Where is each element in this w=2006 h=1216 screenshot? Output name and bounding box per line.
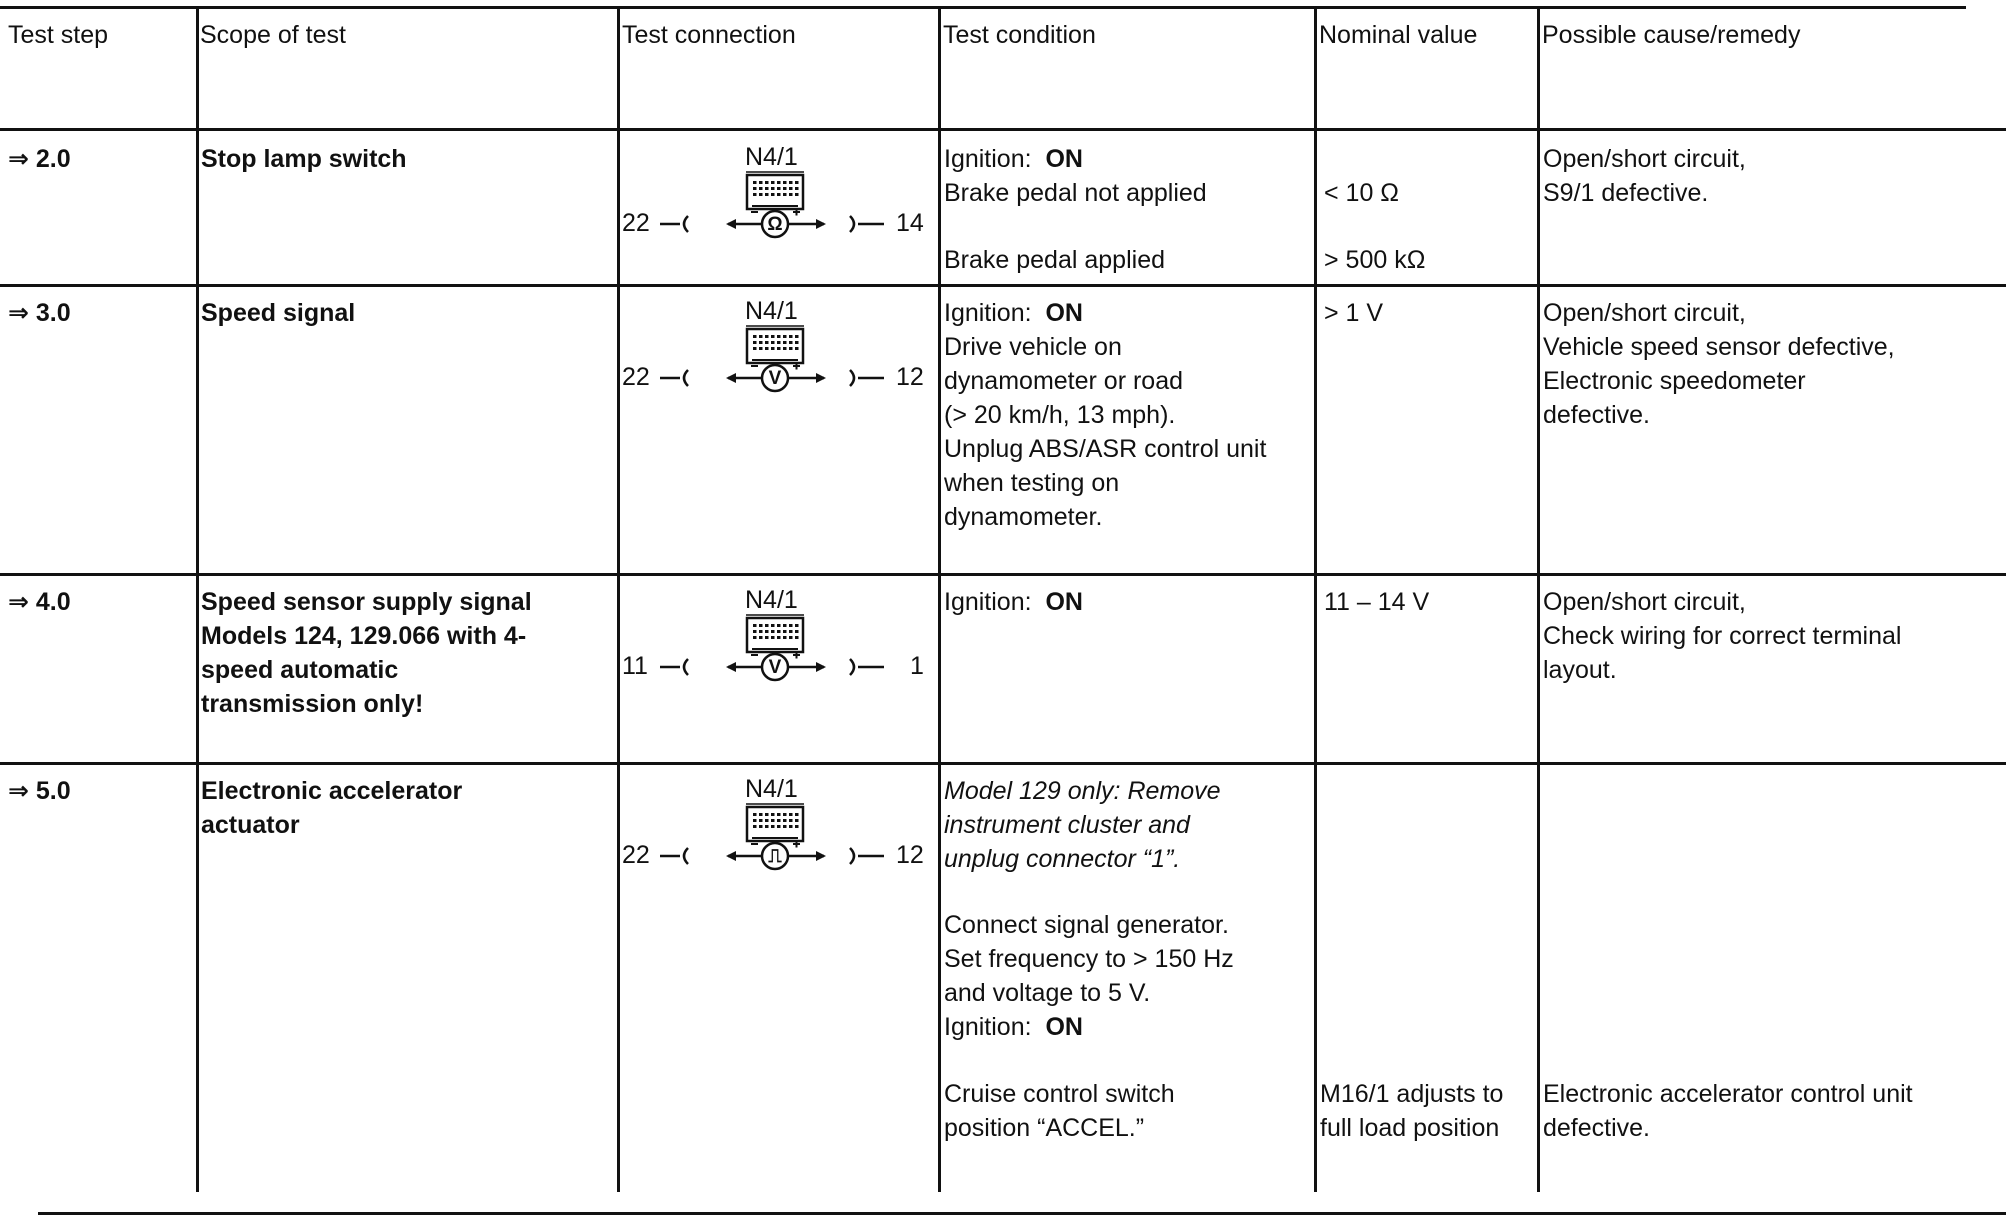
- row-3-connection-diagram: [620, 296, 936, 426]
- row-5-unit-label: N4/1: [745, 775, 798, 803]
- row-5-ignition-value: ON: [1045, 1013, 1083, 1041]
- row-4-step: ⇒ 4.0: [8, 588, 71, 616]
- row-5-condition-cruise: Cruise control switch position “ACCEL.”: [944, 1080, 1175, 1142]
- row-2-nominal-high: > 500 kΩ: [1324, 246, 1426, 274]
- row-5-condition-generator: Connect signal generator. Set frequency to > 150 Hz and voltage to 5 V.: [944, 911, 1234, 1007]
- header-test-step: Test step: [8, 21, 109, 49]
- row-2-condition-not-applied: Brake pedal not applied: [944, 179, 1207, 207]
- row-2-cause: Open/short circuit, S9/1 defective.: [1543, 145, 1746, 207]
- row-4-ignition-prefix: Ignition:: [944, 588, 1032, 616]
- row-2-meter-symbol: [620, 142, 936, 272]
- row-3-ignition-value: ON: [1045, 299, 1083, 327]
- row-2-condition-ignition: [944, 142, 1083, 176]
- row-5-cause: Electronic accelerator control unit defective.: [1543, 1080, 1913, 1142]
- row-2-ignition-prefix: Ignition:: [944, 145, 1032, 173]
- row-5-connection-diagram: [620, 774, 936, 904]
- row-3-left-pin: 22: [622, 363, 650, 391]
- col-rule-cause: [1537, 6, 1540, 1192]
- table-top-rule: [0, 6, 1966, 9]
- row-4-condition-ignition: [944, 585, 1083, 619]
- row-4-left-pin: 11: [622, 652, 648, 680]
- row-5-right-pin: 12: [896, 841, 924, 869]
- row-3-bottom-rule: [0, 573, 2006, 576]
- table-bottom-rule: [38, 1212, 2006, 1215]
- col-rule-condition: [938, 6, 941, 1192]
- header-nominal: Nominal value: [1319, 21, 1478, 49]
- row-5-meter-unit: ⎍: [768, 846, 782, 867]
- row-2-meter-unit: Ω: [767, 214, 783, 235]
- row-2-bottom-rule: [0, 284, 2006, 287]
- row-5-nominal: M16/1 adjusts to full load position: [1320, 1080, 1504, 1142]
- header-scope: Scope of test: [200, 21, 346, 49]
- row-4-meter-unit: V: [768, 657, 782, 678]
- row-3-meter-unit: V: [768, 368, 782, 389]
- row-2-step: ⇒ 2.0: [8, 145, 71, 173]
- row-2-nominal-low: < 10 Ω: [1324, 179, 1399, 207]
- row-3-nominal: > 1 V: [1324, 299, 1384, 327]
- row-5-scope: Electronic accelerator actuator: [201, 777, 463, 839]
- row-3-unit-label: N4/1: [745, 297, 798, 325]
- row-5-condition-ignition: [944, 1010, 1083, 1044]
- header-connection: Test connection: [622, 21, 796, 49]
- row-2-ignition-value: ON: [1045, 145, 1083, 173]
- header-condition: Test condition: [943, 21, 1096, 49]
- row-2-connection-diagram: [620, 142, 936, 272]
- header-bottom-rule: [0, 128, 2006, 131]
- row-3-meter-symbol: [620, 296, 936, 426]
- row-3-step: ⇒ 3.0: [8, 299, 71, 327]
- row-4-unit-label: N4/1: [745, 586, 798, 614]
- row-4-ignition-value: ON: [1045, 588, 1083, 616]
- row-5-ignition-prefix: Ignition:: [944, 1013, 1032, 1041]
- row-3-right-pin: 12: [896, 363, 924, 391]
- row-3-scope: Speed signal: [201, 299, 356, 327]
- col-rule-scope: [196, 6, 199, 1192]
- row-2-left-pin: 22: [622, 209, 650, 237]
- row-4-bottom-rule: [0, 762, 2006, 765]
- row-5-left-pin: 22: [622, 841, 650, 869]
- col-rule-nominal: [1314, 6, 1317, 1192]
- row-2-unit-label: N4/1: [745, 143, 798, 171]
- row-4-scope: Speed sensor supply signal Models 124, 129.066 with 4- speed automatic transmission only!: [201, 588, 532, 718]
- row-2-condition-applied: Brake pedal applied: [944, 246, 1165, 274]
- row-4-meter-symbol: [620, 585, 936, 715]
- row-3-ignition-prefix: Ignition:: [944, 299, 1032, 327]
- row-3-cause: Open/short circuit, Vehicle speed sensor defective, Electronic speedometer defective.: [1543, 299, 1895, 429]
- row-3-condition-drive: Drive vehicle on dynamometer or road (> 20 km/h, 13 mph). Unplug ABS/ASR control unit when testing on dynamometer.: [944, 333, 1267, 531]
- row-4-right-pin: 1: [910, 652, 924, 680]
- row-5-condition-model: Model 129 only: Remove instrument cluster and unplug connector “1”.: [944, 777, 1221, 873]
- row-5-step: ⇒ 5.0: [8, 777, 71, 805]
- row-4-connection-diagram: [620, 585, 936, 715]
- row-4-cause: Open/short circuit, Check wiring for correct terminal layout.: [1543, 588, 1902, 684]
- row-2-scope: Stop lamp switch: [201, 145, 407, 173]
- row-5-meter-symbol: [620, 774, 936, 904]
- row-4-nominal: 11 – 14 V: [1324, 588, 1430, 616]
- row-2-right-pin: 14: [896, 209, 924, 237]
- header-cause: Possible cause/remedy: [1542, 21, 1801, 49]
- row-3-condition-ignition: [944, 296, 1083, 330]
